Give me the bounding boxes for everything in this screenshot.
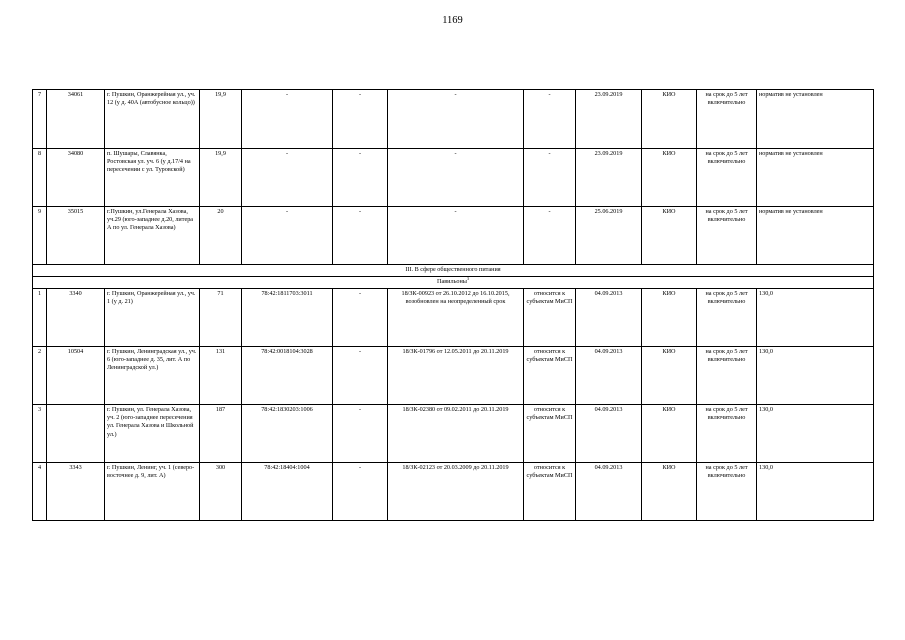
subsection-row [33,277,874,289]
address: г. Пушкин, ул. Генерала Хазова, уч. 2 (юго-западнее пересечения ул. Генерала Хазова и Школьной ул.) [105,405,200,463]
organization: КИО [642,207,697,265]
cadastral-number: 78:42:18404:1004 [242,463,333,521]
cell: - [333,405,388,463]
cadastral-number: - [242,149,333,207]
address: п. Шушары, Славянка, Ростовская ул. уч. 6 (у д.17/4 на пересечении с ул. Туровской) [105,149,200,207]
term: на срок до 5 лет включительно [697,463,757,521]
cell: - [333,207,388,265]
object-id: 34080 [47,149,105,207]
msp-status: относится к субъектам МиСП [524,463,576,521]
msp-status: относится к субъектам МиСП [524,405,576,463]
organization: КИО [642,289,697,347]
contract: - [388,149,524,207]
msp-status: относится к субъектам МиСП [524,289,576,347]
cell: - [333,289,388,347]
contract: 18/ЗК-02380 от 09.02.2011 до 20.11.2019 [388,405,524,463]
term: на срок до 5 лет включительно [697,289,757,347]
contract: - [388,90,524,149]
contract: 18/ЗК-00923 от 26.10.2012 до 16.10.2015, возобновлен на неопределенный срок [388,289,524,347]
norm: норматив не установлен [757,149,874,207]
section-title: III. В сфере общественного питания [33,265,874,277]
date: 25.06.2019 [576,207,642,265]
table-row [33,463,874,521]
organization: КИО [642,149,697,207]
date: 04.09.2013 [576,289,642,347]
msp-status: - [524,90,576,149]
cadastral-number: - [242,207,333,265]
area: 19,9 [200,149,242,207]
contract: - [388,207,524,265]
term: на срок до 5 лет включительно [697,347,757,405]
cadastral-number: 78:42:1811703:3011 [242,289,333,347]
date: 23.09.2019 [576,90,642,149]
msp-status: - [524,207,576,265]
cadastral-number: 78:42:1830203:1006 [242,405,333,463]
area: 131 [200,347,242,405]
table-row [33,347,874,405]
norm: норматив не установлен [757,90,874,149]
organization: КИО [642,405,697,463]
msp-status: относится к субъектам МиСП [524,347,576,405]
organization: КИО [642,463,697,521]
row-number: 1 [33,289,47,347]
section-row [33,265,874,277]
subsection-cell [33,277,874,289]
date: 23.09.2019 [576,149,642,207]
area: 20 [200,207,242,265]
property-table [32,89,874,521]
object-id: 34061 [47,90,105,149]
address: г. Пушкин, Оранжерейная ул., уч. 1 (у д. 21) [105,289,200,347]
row-number: 7 [33,90,47,149]
term: на срок до 5 лет включительно [697,90,757,149]
subsection-title: Павильоны [437,278,467,286]
cadastral-number: 78:42:0018104:3028 [242,347,333,405]
address: г. Пушкин, Ленинградская ул., уч. 6 (юго-западнее д. 35, лит. А по Ленинградской ул.) [105,347,200,405]
organization: КИО [642,90,697,149]
term: на срок до 5 лет включительно [697,405,757,463]
row-number: 9 [33,207,47,265]
area: 71 [200,289,242,347]
cell: - [333,347,388,405]
date: 04.09.2013 [576,405,642,463]
address: г. Пушкин, Ленинг, уч. 1 (северо-восточнее д. 9, лит. А) [105,463,200,521]
term: на срок до 5 лет включительно [697,149,757,207]
table-row [33,405,874,463]
table-row [33,289,874,347]
footnote-marker: 3 [466,276,469,282]
cadastral-number: - [242,90,333,149]
area: 19,9 [200,90,242,149]
area: 187 [200,405,242,463]
norm: 130,0 [757,289,874,347]
address: г.Пушкин, ул.Генерала Хазова, уч.29 (юго-западнее д.20, литера А по ул. Генерала Хазова) [105,207,200,265]
contract: 18/ЗК-01796 от 12.05.2011 до 20.11.2019 [388,347,524,405]
object-id: 35015 [47,207,105,265]
contract: 18/ЗК-02123 от 20.03.2009 до 20.11.2019 [388,463,524,521]
area: 300 [200,463,242,521]
table-row [33,149,874,207]
norm: 130,0 [757,463,874,521]
cell: - [333,149,388,207]
cell: - [333,463,388,521]
row-number: 4 [33,463,47,521]
cell: - [333,90,388,149]
date: 04.09.2013 [576,347,642,405]
organization: КИО [642,347,697,405]
object-id: 3343 [47,463,105,521]
date: 04.09.2013 [576,463,642,521]
term: на срок до 5 лет включительно [697,207,757,265]
norm: 130,0 [757,347,874,405]
norm: норматив не установлен [757,207,874,265]
page-number: 1169 [442,15,463,26]
row-number: 2 [33,347,47,405]
object-id: 3340 [47,289,105,347]
object-id [47,405,105,463]
address: г. Пушкин, Оранжерейная ул., уч. 12 (у д. 40А (автобусное кольцо)) [105,90,200,149]
msp-status: - [524,149,576,207]
row-number: 3 [33,405,47,463]
row-number: 8 [33,149,47,207]
object-id: 10504 [47,347,105,405]
table-row [33,207,874,265]
table-row [33,90,874,149]
norm: 130,0 [757,405,874,463]
